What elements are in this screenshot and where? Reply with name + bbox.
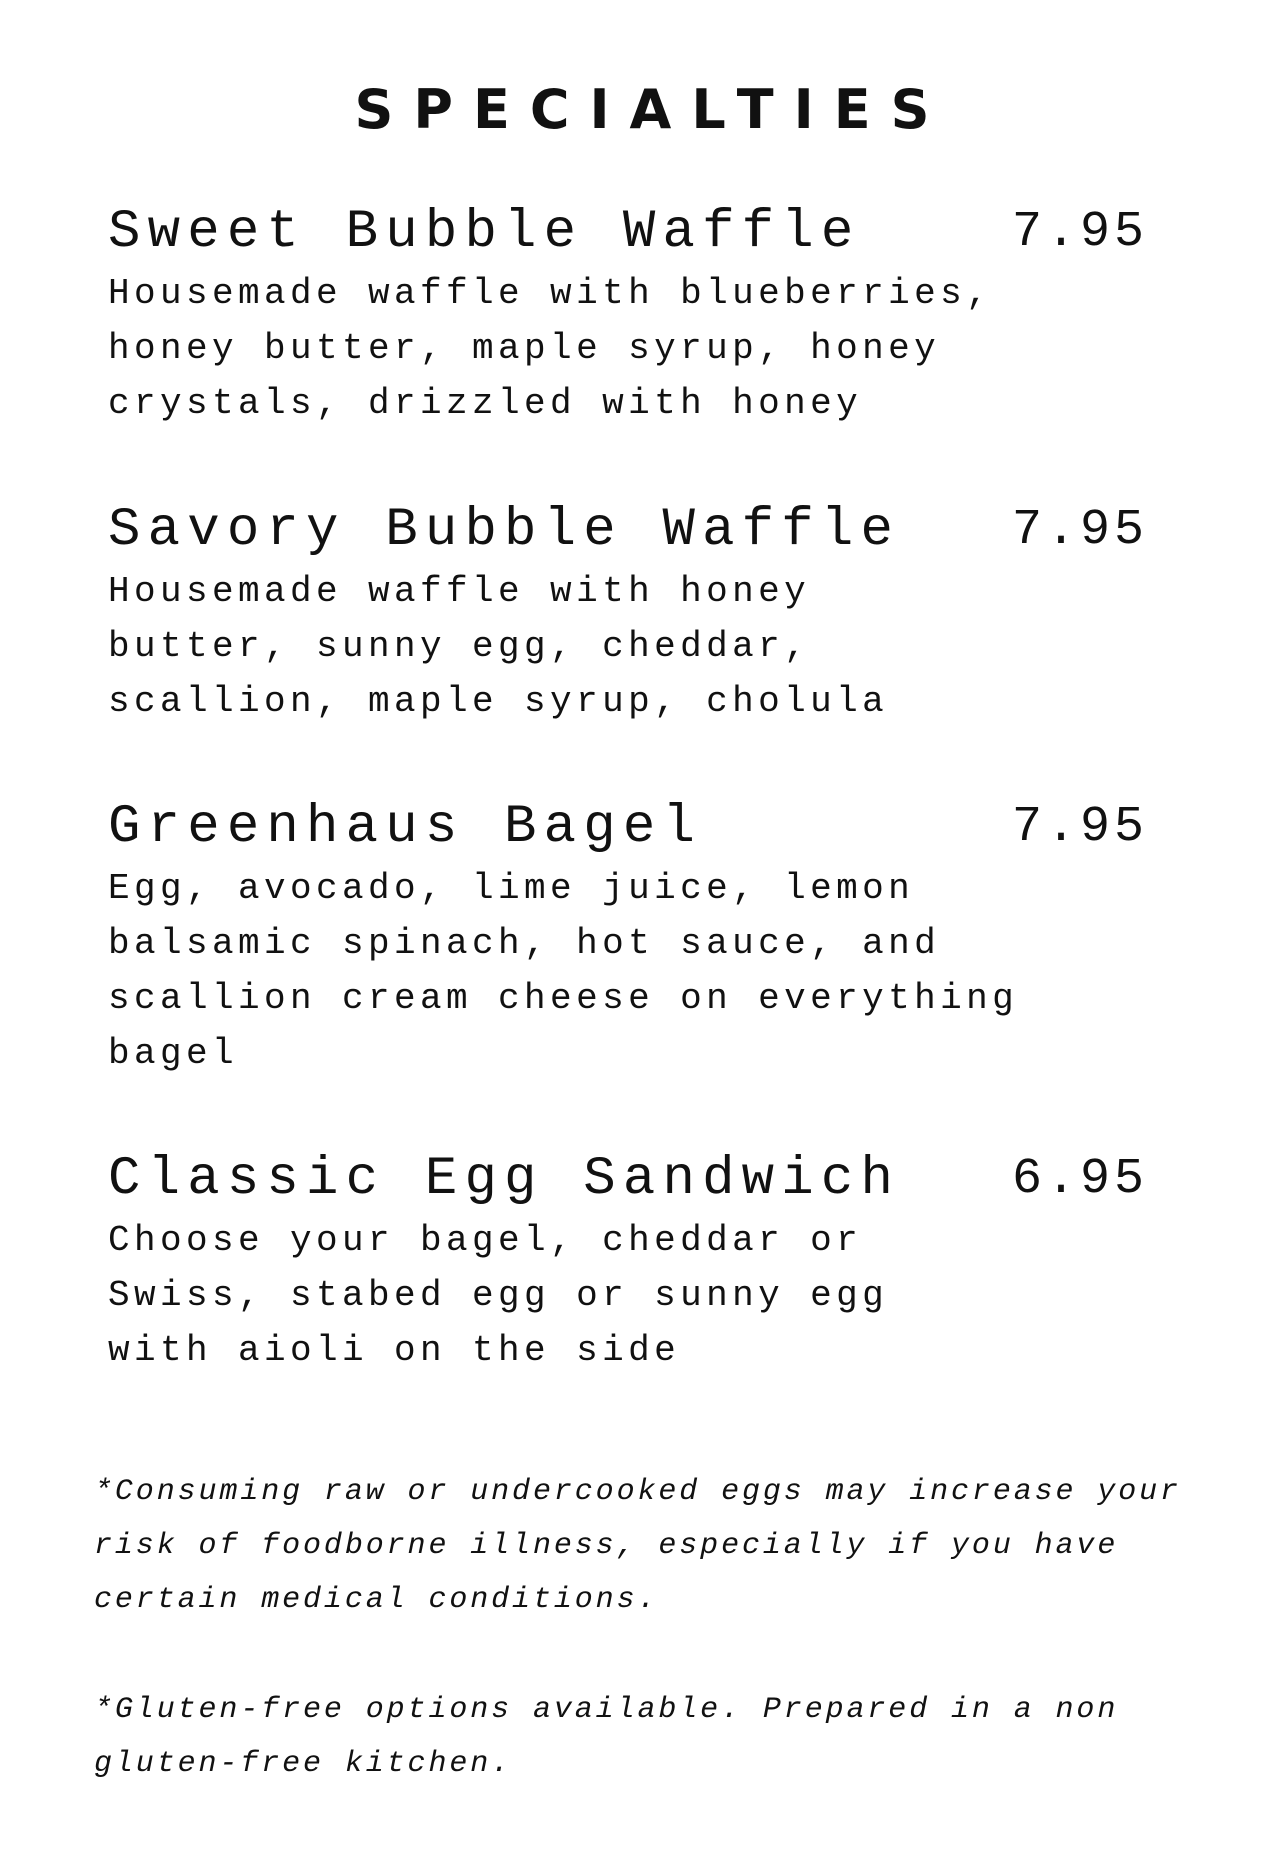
menu-item-description: Egg, avocado, lime juice, lemon balsamic spinach, hot sauce, and scallion cream cheese on everything bagel <box>108 868 1019 1074</box>
menu-item-sweet-bubble-waffle <box>108 200 1148 431</box>
menu-item-name: Greenhaus Bagel <box>108 797 703 858</box>
menu-item-price: 7.95 <box>1011 799 1148 856</box>
menu-item-price: 6.95 <box>1011 1151 1148 1208</box>
menu-item-name: Savory Bubble Waffle <box>108 500 901 561</box>
menu-item-name: Classic Egg Sandwich <box>108 1149 901 1210</box>
menu-title: SPECIALTIES <box>354 78 950 141</box>
menu-item-header <box>108 498 1148 564</box>
menu-item-header <box>108 1147 1148 1213</box>
menu-item-description: Choose your bagel, cheddar or Swiss, stabed egg or sunny egg with aioli on the side <box>108 1220 889 1371</box>
menu-item-name: Sweet Bubble Waffle <box>108 202 861 263</box>
menu-item-price: 7.95 <box>1011 204 1148 261</box>
menu-item-description: Housemade waffle with blueberries, honey butter, maple syrup, honey crystals, drizzled with honey <box>108 273 993 424</box>
menu-item-greenhaus-bagel <box>108 795 1148 1081</box>
menu-item-price: 7.95 <box>1011 502 1148 559</box>
menu-item-savory-bubble-waffle <box>108 498 1148 729</box>
gluten-free-note: *Gluten-free options available. Prepared in a non gluten-free kitchen. <box>94 1693 1119 1781</box>
raw-egg-disclaimer: *Consuming raw or undercooked eggs may increase your risk of foodborne illness, especially if you have certain medical conditions. <box>94 1475 1181 1617</box>
menu-item-description: Housemade waffle with honey butter, sunny egg, cheddar, scallion, maple syrup, cholula <box>108 571 889 722</box>
menu-item-header <box>108 795 1148 861</box>
menu-item-classic-egg-sandwich <box>108 1147 1148 1378</box>
menu-item-header <box>108 200 1148 266</box>
